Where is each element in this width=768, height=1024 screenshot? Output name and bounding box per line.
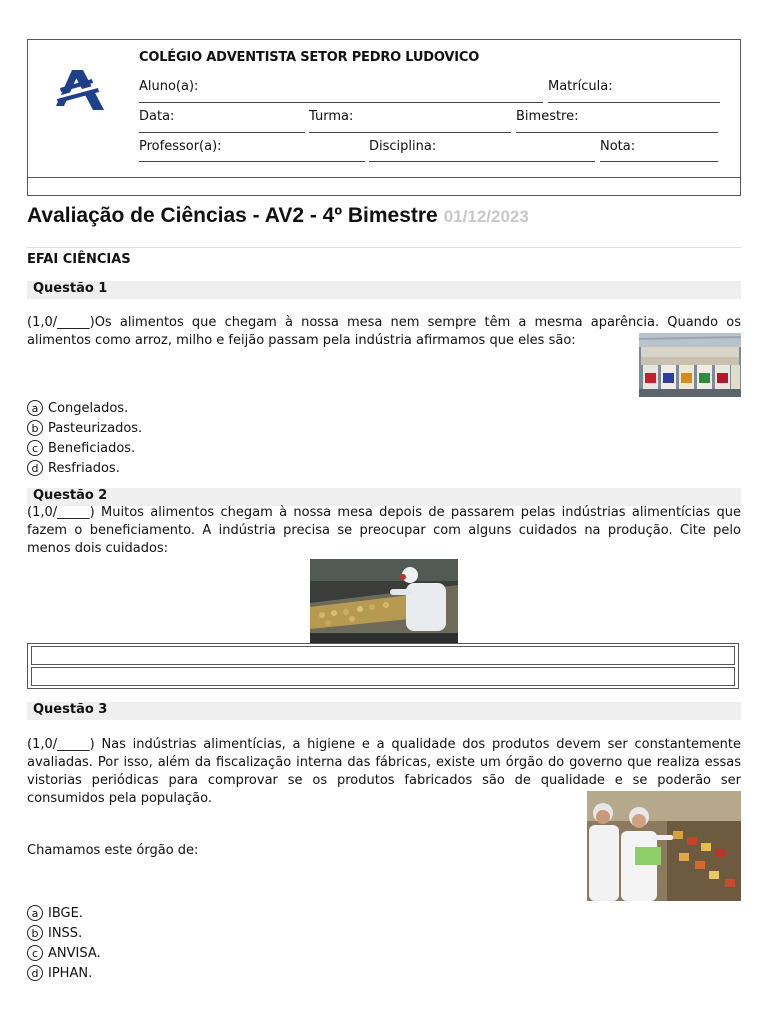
question-1-option-b[interactable] [27, 420, 142, 436]
option-text: IPHAN. [48, 965, 93, 981]
option-letter: d [27, 460, 43, 476]
teacher-field[interactable] [139, 161, 365, 162]
question-3-option-a[interactable] [27, 905, 83, 921]
answer-line-1[interactable] [31, 646, 735, 665]
student-label: Aluno(a): [139, 79, 199, 94]
class-label: Turma: [309, 109, 354, 124]
grade-field[interactable] [600, 161, 718, 162]
term-label: Bimestre: [516, 109, 579, 124]
term-field[interactable] [516, 132, 718, 133]
food-packages-image [639, 333, 741, 397]
option-letter: c [27, 440, 43, 456]
enrollment-field[interactable] [548, 102, 720, 103]
subject-field[interactable] [369, 161, 595, 162]
school-logo-icon [52, 66, 108, 112]
title-main: Avaliação de Ciências - AV2 - 4º Bimestre [27, 204, 438, 227]
class-field[interactable] [309, 132, 511, 133]
option-text: IBGE. [48, 905, 83, 921]
question-1-option-a[interactable] [27, 400, 128, 416]
option-text: INSS. [48, 925, 83, 941]
question-1-option-c[interactable] [27, 440, 135, 456]
option-letter: c [27, 945, 43, 961]
question-3-option-c[interactable] [27, 945, 101, 961]
question-3-option-b[interactable] [27, 925, 82, 941]
option-text: ANVISA. [48, 945, 101, 961]
question-1-text: (1,0/_____)Os alimentos que chegam à nossa mesa nem sempre têm a mesma aparência. Quando os alimentos como arroz, milho e feijão passam pela indústria afirmamos que eles são: [27, 315, 741, 348]
inspectors-image [587, 791, 741, 901]
option-text: Congelados. [48, 400, 129, 416]
question-3-title: Questão 3 [33, 702, 108, 717]
question-3-text: (1,0/_____) Nas indústrias alimentícias, a higiene e a qualidade dos produtos devem ser constantemente avaliadas. Por isso, além da fiscalização interna das fábricas, existe um órgão do governo que realiza essas vistorias periódicas para comprovar se os produtos fabricados são de qualidade e se poderão ser consumidos pela população. [27, 737, 741, 806]
page-title [27, 204, 529, 228]
date-field[interactable] [139, 132, 305, 133]
option-letter: a [27, 400, 43, 416]
option-letter: a [27, 905, 43, 921]
option-letter: d [27, 965, 43, 981]
question-1-header [27, 281, 741, 299]
header-strip [27, 177, 741, 196]
option-text: Pasteurizados. [48, 420, 143, 436]
option-letter: b [27, 925, 43, 941]
option-text: Beneficiados. [48, 440, 136, 456]
answer-line-2[interactable] [31, 667, 735, 686]
title-divider [27, 247, 741, 248]
food-factory-image [310, 559, 458, 643]
question-1-title: Questão 1 [33, 281, 108, 296]
question-1-option-d[interactable] [27, 460, 120, 476]
section-heading: EFAI CIÊNCIAS [27, 252, 131, 267]
subject-label: Disciplina: [369, 139, 437, 154]
option-text: Resfriados. [48, 460, 120, 476]
date-label: Data: [139, 109, 175, 124]
school-name: COLÉGIO ADVENTISTA SETOR PEDRO LUDOVICO [139, 50, 480, 65]
question-3-prompt: Chamamos este órgão de: [27, 843, 199, 858]
question-3-header [27, 702, 741, 720]
question-3-option-d[interactable] [27, 965, 92, 981]
enrollment-label: Matrícula: [548, 79, 613, 94]
question-2-text: (1,0/_____) Muitos alimentos chegam à nossa mesa depois de passarem pelas indústrias alimentícias que fazem o beneficiamento. A indústria precisa se preocupar com alguns cuidados na produção. Cite pelo menos dois cuidados: [27, 505, 741, 556]
question-2-title: Questão 2 [33, 488, 108, 503]
option-letter: b [27, 420, 43, 436]
answer-box [27, 643, 739, 689]
title-date: 01/12/2023 [443, 207, 529, 226]
grade-label: Nota: [600, 139, 636, 154]
student-field[interactable] [139, 102, 543, 103]
teacher-label: Professor(a): [139, 139, 222, 154]
